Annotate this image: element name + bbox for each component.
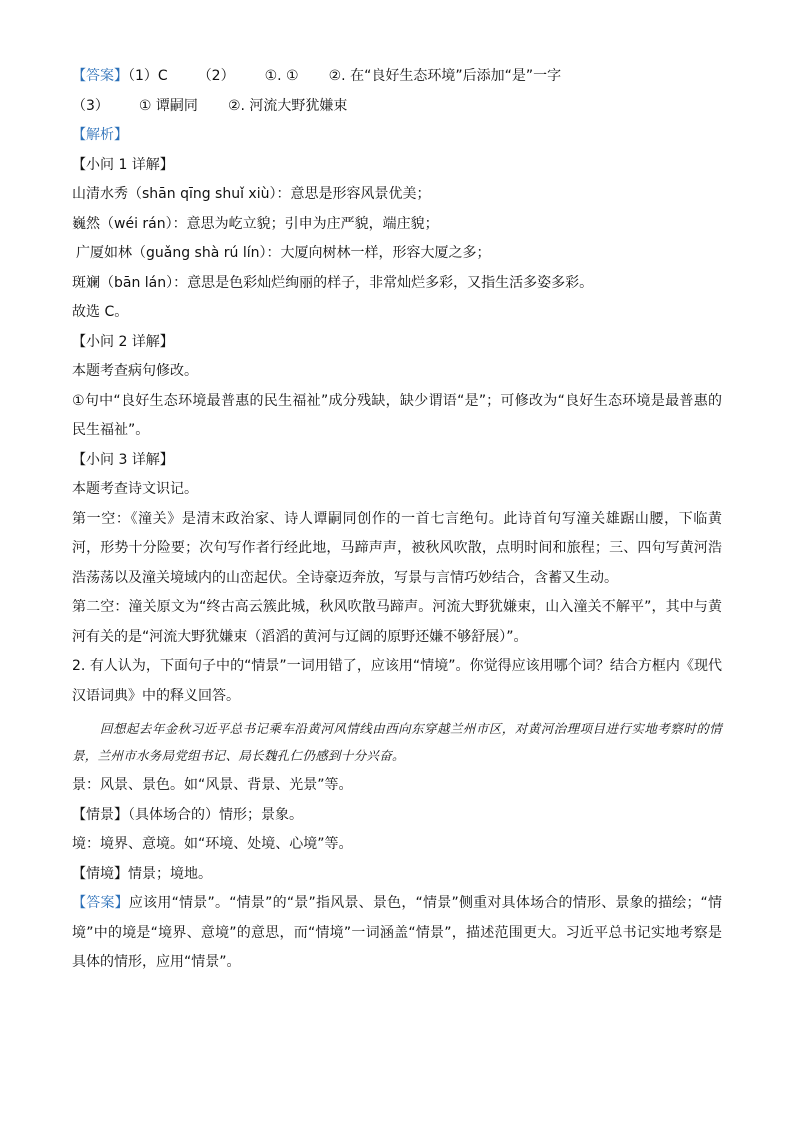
answer-tag: 【答案】 (72, 68, 128, 84)
definition-2: 【情景】（具体场合的）情形；景象。 (72, 806, 303, 823)
answer-part-3b: ②. 河流大野犹嫌束 (227, 97, 348, 114)
question-2-quote: 回想起去年金秋习近平总书记乘车沿黄河风情线由西向东穿越兰州市区，对黄河治理项目进行实地考察时的情景，兰州市水务局党组书记、局长魏孔仁仍感到十分兴奋。 (72, 721, 722, 763)
answer-part-3: （3） (72, 97, 109, 114)
answer-line-2 (72, 92, 722, 122)
q1-heading: 【小问 1 详解】 (72, 156, 174, 173)
answer-2-text: 应该用“情景”。“情景”的“景”指风景、景色，“情景”侧重对具体场合的情形、景象的描绘；“情境”中的境是“境界、意境”的意思，而“情境”一词涵盖“情景”，描述范围更大。习近平总书记实地考察是具体的情形，应用“情景”。 (72, 895, 723, 970)
q2-heading: 【小问 2 详解】 (72, 333, 174, 350)
q3-heading: 【小问 3 详解】 (72, 451, 174, 468)
q3-blank-2: 第二空：潼关原文为“终古高云簇此城，秋风吹散马蹄声。河流大野犹嫌束，山入潼关不解平”，其中与黄河有关的是“河流大野犹嫌束（滔滔的黄河与辽阔的原野还嫌不够舒展）”。 (72, 599, 722, 645)
q1-item-1: 山清水秀（shān qīng shuǐ xiù）：意思是形容风景优美； (72, 186, 431, 202)
question-2-prompt: 2. 有人认为，下面句子中的“情景”一词用错了，应该用“情境”。你觉得应该用哪个词？结合方框内《现代汉语词典》中的释义回答。 (72, 658, 722, 704)
analysis-tag: 【解析】 (72, 127, 128, 143)
answer-2 (72, 889, 722, 978)
answer-part-1: （1）C (128, 68, 168, 84)
q1-item-4: 斑斓（bān lán）：意思是色彩灿烂绚丽的样子，非常灿烂多彩，又指生活多姿多彩。 (72, 274, 594, 291)
answer-part-3a: ① 谭嗣同 (138, 97, 198, 114)
answer-2-tag: 【答案】 (72, 895, 129, 911)
definition-4: 【情境】情景；境地。 (72, 865, 212, 882)
answer-part-2: （2） (197, 68, 235, 84)
q2-body: ①句中“良好生态环境最普惠的民生福祉”成分残缺，缺少谓语“是”；可修改为“良好生态环境是最普惠的民生福祉”。 (72, 392, 722, 438)
document-body (72, 62, 722, 978)
q2-intro: 本题考查病句修改。 (72, 363, 198, 379)
answer-part-2a: ①. ① (264, 68, 299, 84)
q1-item-2: 巍然（wéi rán）：意思为屹立貌；引申为庄严貌，端庄貌； (72, 215, 439, 232)
answer-line-1 (72, 62, 722, 92)
q3-blank-1: 第一空：《潼关》是清末政治家、诗人谭嗣同创作的一首七言绝句。此诗首句写潼关雄踞山腰，下临黄河，形势十分险要；次句写作者行经此地，马蹄声声，被秋风吹散，点明时间和旅程；三、四句写黄河浩浩荡荡以及潼关境域内的山峦起伏。全诗豪迈奔放，写景与言情巧妙结合，含蓄又生动。 (72, 510, 722, 586)
definition-3: 境：境界、意境。如“环境、处境、心境”等。 (72, 836, 353, 852)
q1-item-3: 广厦如林（guǎng shà rú lín）：大厦向树林一样，形容大厦之多； (76, 245, 491, 261)
q3-intro: 本题考查诗文识记。 (72, 481, 198, 497)
q1-conclusion: 故选 C。 (72, 304, 129, 320)
definition-1: 景：风景、景色。如“风景、背景、光景”等。 (72, 777, 353, 793)
answer-part-2b: ②. 在“良好生态环境”后添加“是”一字 (328, 68, 562, 84)
